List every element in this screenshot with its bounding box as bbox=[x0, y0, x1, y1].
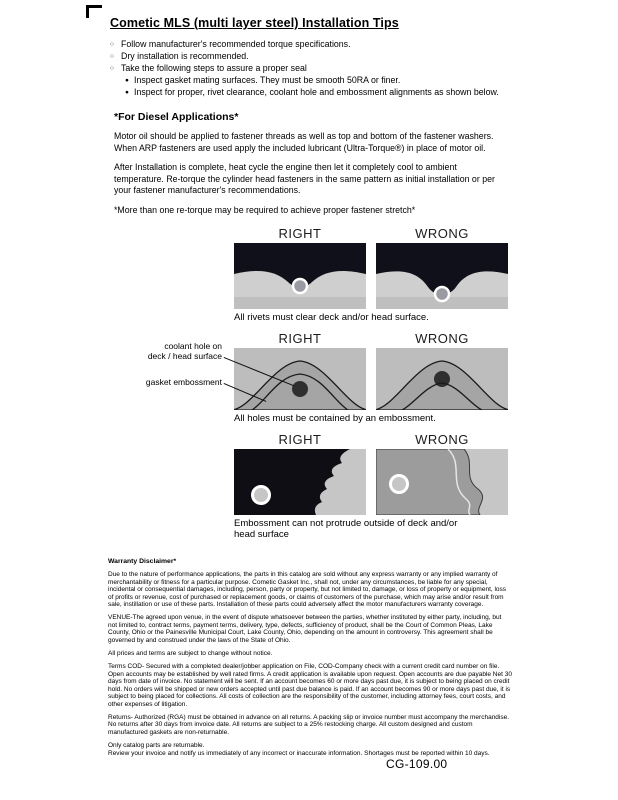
protrusion-right-illustration bbox=[234, 449, 366, 515]
embossment-right-illustration bbox=[234, 348, 366, 410]
page-title: Cometic MLS (multi layer steel) Installation Tips bbox=[110, 16, 399, 30]
figure-caption: All rivets must clear deck and/or head surface. bbox=[234, 312, 429, 323]
coolant-hole bbox=[292, 381, 308, 397]
figures-section bbox=[145, 226, 508, 540]
right-label: RIGHT bbox=[278, 432, 322, 447]
tip-sub-item: ● Inspect gasket mating surfaces. They must be smooth 50RA or finer. bbox=[124, 74, 512, 86]
rivet-right-illustration bbox=[234, 243, 366, 309]
diesel-applications-heading: *For Diesel Applications* bbox=[114, 111, 239, 123]
annotation-line: coolant hole on bbox=[164, 341, 222, 351]
page-number: CG-109.00 bbox=[386, 757, 448, 771]
venue-paragraph: VENUE-The agreed upon venue, in the event of dispute whatsoever between the parties, whether instituted by either party, including, but not limited to, contract terms, payment terms, delivery, type, defects, sufficiency of product, shall be the Court of Common Pleas, Lake County, Ohio or the Painesville Municipal Court, Lake County, Ohio, depending on the amount in controversy. This agreement shall be governed by and construed under the laws of the State of Ohio. bbox=[108, 614, 502, 644]
diesel-paragraph-1: Motor oil should be applied to fastener threads as well as top and bottom of the fastener washers. When ARP fasteners are used apply the included lubricant (Ultra-Torque®) in place of motor oil. bbox=[114, 131, 494, 153]
warranty-heading: Warranty Disclaimer* bbox=[108, 558, 177, 565]
tip-sub-item: ● Inspect for proper, rivet clearance, coolant hole and embossment alignments as shown below. bbox=[124, 86, 512, 98]
gasket-embossment-annotation: gasket embossment bbox=[145, 377, 222, 387]
bolt-hole bbox=[253, 487, 270, 504]
coolant-hole-annotation bbox=[112, 341, 222, 361]
catalog-parts-note: Only catalog parts are returnable. bbox=[108, 742, 205, 750]
right-label: RIGHT bbox=[278, 331, 322, 346]
protrusion-wrong-illustration bbox=[376, 449, 508, 515]
page-content bbox=[108, 16, 512, 763]
rivet bbox=[293, 279, 307, 293]
tips-list bbox=[110, 38, 512, 98]
figure-panels bbox=[234, 449, 508, 515]
tip-item: ○ Take the following steps to assure a proper seal bbox=[110, 62, 512, 74]
page-corner-mark bbox=[86, 5, 102, 18]
wrong-label: WRONG bbox=[415, 432, 469, 447]
embossment-wrong-illustration bbox=[376, 348, 508, 410]
terms-paragraph: Terms COD- Secured with a completed dealer/jobber application on File, COD-Company check with a current credit card number on file. Open accounts may be established by well rated firms. A credit application is available upon request. Open accounts are due payable Net 30 days from date of invoice. No statement will be sent. If an account becomes 60 or more days past due, it is subject to being placed on credit hold. No orders will be shipped or new orders accepted until past due balance is paid. If an account becomes 90 or more days past due, it is subject to being placed for collections. All costs of collection are the responsibility of the customer, including attorney fees, court costs, and other expenses of litigation. bbox=[108, 663, 512, 708]
figure-caption: All holes must be contained by an embossment. bbox=[234, 413, 436, 424]
figure-panels bbox=[234, 243, 508, 309]
annotation-line: deck / head surface bbox=[147, 351, 222, 361]
right-label: RIGHT bbox=[278, 226, 322, 241]
figure-labels bbox=[234, 432, 508, 447]
prices-paragraph: All prices and terms are subject to change without notice. bbox=[108, 650, 273, 658]
wrong-label: WRONG bbox=[415, 226, 469, 241]
deck-surface bbox=[234, 297, 366, 309]
figure-embossment-protrusion bbox=[234, 432, 508, 540]
retorque-note: *More than one re-torque may be required to achieve proper fastener stretch* bbox=[114, 204, 416, 215]
returns-paragraph: Returns- Authorized (RGA) must be obtained in advance on all returns. A packing slip or invoice number must accompany the merchandise. No returns after 30 days from invoice date. All returns are subject to a 25% restocking charge. All custom designed and custom manufactured gaskets are non-returnable. bbox=[108, 713, 510, 736]
warranty-section bbox=[108, 558, 512, 757]
figure-labels bbox=[234, 331, 508, 346]
invoice-note: Review your invoice and notify us immediately of any incorrect or inaccurate information. Shortages must be reported within 10 days. bbox=[108, 749, 490, 757]
wrong-label: WRONG bbox=[415, 331, 469, 346]
figure-hole-embossment bbox=[145, 331, 508, 424]
rivet bbox=[435, 287, 449, 301]
rivet-wrong-illustration bbox=[376, 243, 508, 309]
tip-item: ○ Follow manufacturer's recommended torque specifications. bbox=[110, 38, 512, 50]
tip-item: ○ Dry installation is recommended. bbox=[110, 50, 512, 62]
tips-sublist bbox=[124, 74, 512, 98]
diesel-paragraph-2: After Installation is complete, heat cycle the engine then let it completely cool to ambient temperature. Re-torque the cylinder head fasteners in the same pattern as initial installation or per your fastener manufacturer's recommendations. bbox=[114, 162, 495, 195]
figure-caption: Embossment can not protrude outside of deck and/or head surface bbox=[234, 518, 458, 540]
bolt-hole bbox=[391, 476, 408, 493]
figure-rivet-clearance bbox=[234, 226, 508, 323]
warranty-paragraph: Due to the nature of performance applications, the parts in this catalog are sold without any express warranty or any implied warranty of merchantability or fitness for a particular purpose. Cometic Gasket Inc., shall not, under any circumstances, be liable for any special, incidental or consequential damages, including, person, party or property, but not limited to, damage, or loss of property or equipment, loss of profits or revenue, cost of purchased or replacement goods, or claims of customers of the purchase, which may arise and/or result from sale, instillation or use of these parts. Installation of these parts could adversely affect the motor manufacturers warranty coverage. bbox=[108, 571, 507, 609]
figure-labels bbox=[234, 226, 508, 241]
